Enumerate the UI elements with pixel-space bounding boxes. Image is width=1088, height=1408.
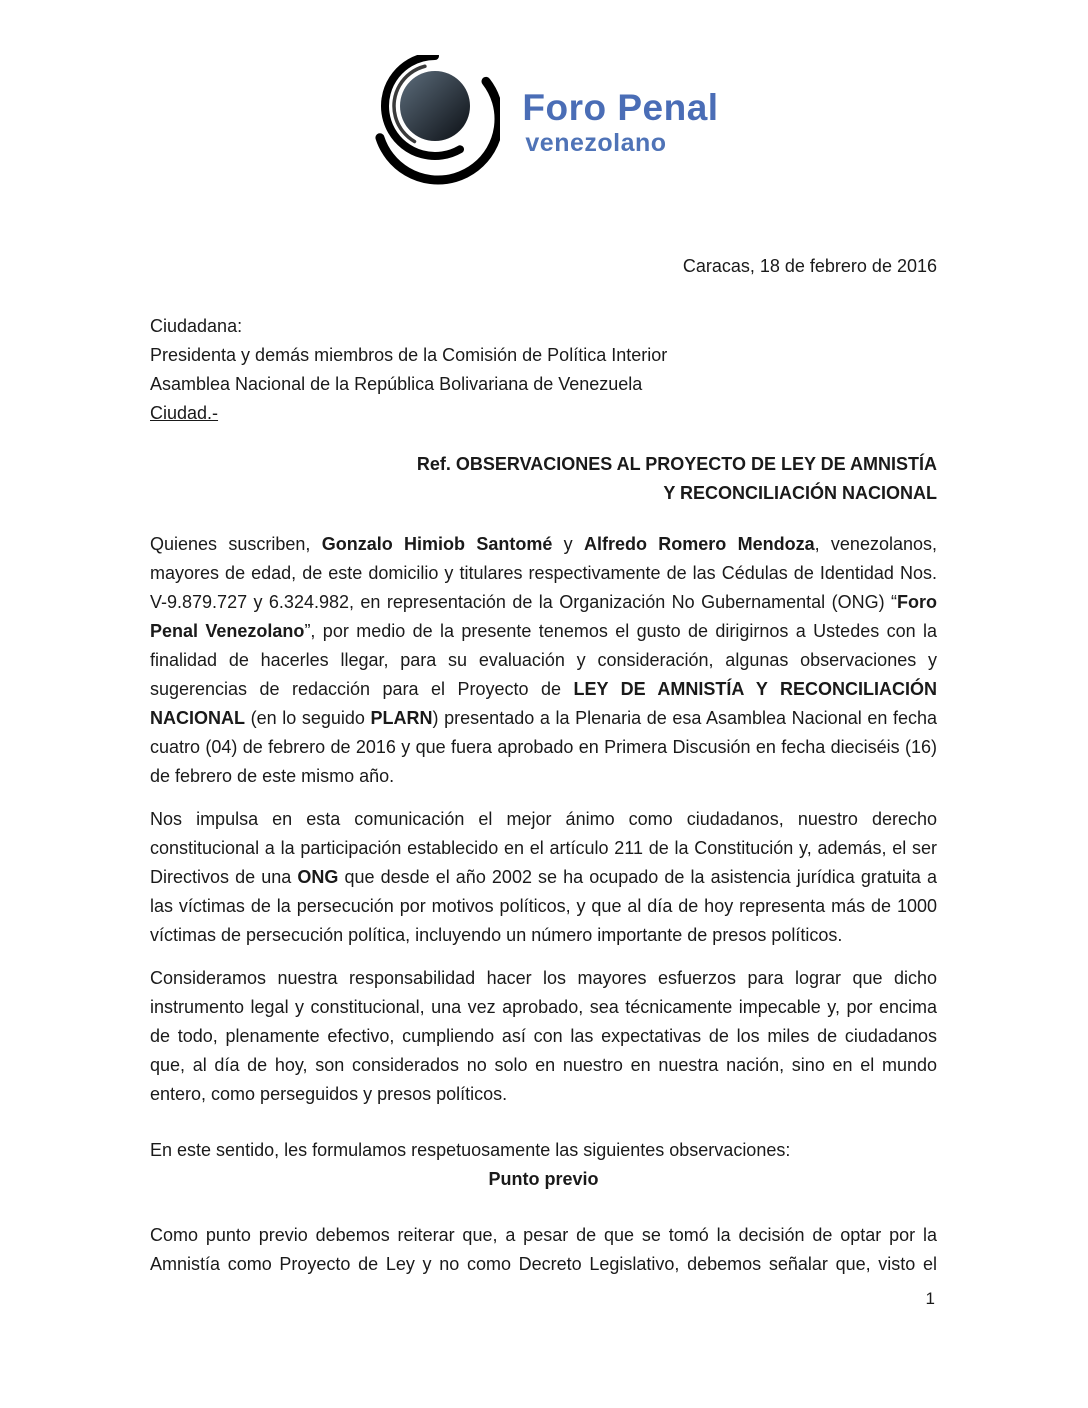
emphasis-text: Foro Penal Venezolano	[150, 592, 937, 641]
body-text: ”, por medio de la presente tenemos el gusto de dirigirnos a Ustedes con la finalidad de hacerles llegar, para su evaluación y consideración, algunas observaciones y sugerencias de redacción para el Proyecto de	[150, 621, 937, 699]
paragraph-responsibility	[150, 964, 937, 1109]
emphasis-text: LEY DE AMNISTÍA Y RECONCILIACIÓN NACIONAL	[150, 679, 937, 728]
reference-block	[150, 450, 937, 508]
body-text: que desde el año 2002 se ha ocupado de la asistencia jurídica gratuita a las víctimas de la persecución por motivos políticos, y que al día de hoy representa más de 1000 víctimas de persecución política, incluyendo un número importante de presos políticos.	[150, 867, 937, 945]
date-line: Caracas, 18 de febrero de 2016	[682, 256, 937, 276]
logo-title: Foro Penal	[522, 87, 719, 128]
paragraph-introduction	[150, 530, 937, 791]
body-text: (en lo seguido	[245, 708, 371, 728]
body-text: ) presentado a la Plenaria de esa Asamblea Nacional en fecha cuatro (04) de febrero de 2016 y que fuera aprobado en Primera Discusión en fecha dieciséis (16) de febrero de este mismo año.	[150, 708, 937, 786]
page-number: 1	[925, 1289, 935, 1308]
body-text: Consideramos nuestra responsabilidad hacer los mayores esfuerzos para lograr que dicho instrumento legal y constitucional, una vez aprobado, sea técnicamente impecable y, por encima de todo, plenamente efectivo, cumpliendo así con las expectativas de los miles de ciudadanos que, al día de hoy, son considerados no solo en nuestro en nuestra nación, sino en el mundo entero, como perseguidos y presos políticos.	[150, 968, 937, 1104]
logo-wordmark	[522, 89, 718, 158]
foro-penal-swoosh-icon	[368, 55, 500, 205]
emphasis-text: Alfredo Romero Mendoza	[583, 534, 815, 554]
emphasis-text: Gonzalo Himiob Santomé	[321, 534, 553, 554]
reference-line-2: Y RECONCILIACIÓN NACIONAL	[663, 483, 937, 503]
recipient-city: Ciudad.-	[150, 403, 219, 423]
recipient-block	[150, 312, 937, 428]
observations-intro-line: En este sentido, les formulamos respetuosamente las siguientes observaciones:	[150, 1140, 791, 1160]
paragraph-punto-previo	[150, 1221, 937, 1279]
body-text: Nos impulsa en esta comunicación el mejor ánimo como ciudadanos, nuestro derecho constitucional a la participación establecido en el artículo 211 de la Constitución y, además, el ser Directivos de una	[150, 809, 937, 887]
recipient-title: Presidenta y demás miembros de la Comisión de Política Interior	[150, 345, 668, 365]
body-text: Quienes suscriben,	[150, 534, 322, 554]
emphasis-text: PLARN	[370, 708, 433, 728]
body-text: , venezolanos, mayores de edad, de este domicilio y titulares respectivamente de las Cédulas de Identidad Nos. V-9.879.727 y 6.324.982, en representación de la Organización No Gubernamental (ONG) “	[150, 534, 937, 612]
recipient-salutation: Ciudadana:	[150, 316, 243, 336]
body-text: Como punto previo debemos reiterar que, a pesar de que se tomó la decisión de optar por la Amnistía como Proyecto de Ley y no como Decreto Legislativo, debemos señalar que, visto el	[150, 1225, 937, 1274]
recipient-institution: Asamblea Nacional de la República Bolivariana de Venezuela	[150, 374, 643, 394]
section-heading-punto-previo: Punto previo	[488, 1169, 599, 1189]
logo-subtitle: venezolano	[525, 128, 667, 157]
body-text: y	[552, 534, 584, 554]
paragraph-motivation	[150, 805, 937, 950]
emphasis-text: ONG	[297, 867, 339, 887]
reference-line-1: Ref. OBSERVACIONES AL PROYECTO DE LEY DE AMNISTÍA	[416, 454, 937, 474]
foro-penal-logo	[150, 55, 937, 205]
